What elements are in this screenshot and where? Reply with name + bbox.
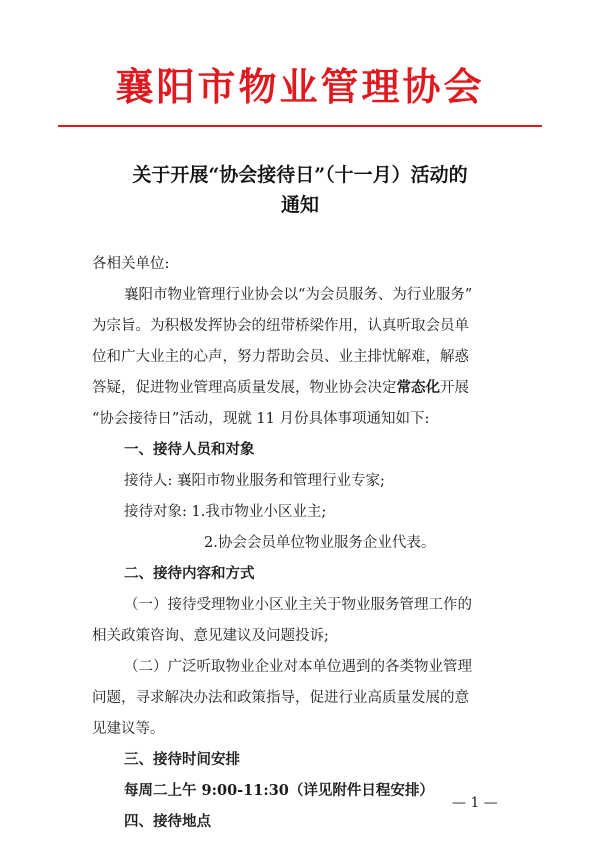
section-2-item-1-line-1: （一）接待受理物业小区业主关于物业服务管理工作的 (124, 597, 472, 613)
section-3-heading: 三、接待时间安排 (124, 752, 240, 768)
section-2-item-2-line-2: 问题，寻求解决办法和政策指导，促进行业高质量发展的意 (92, 690, 469, 706)
salutation: 各相关单位: (92, 256, 170, 272)
title-line-2: 通知 (280, 194, 319, 216)
title-line-1: 关于开展“协会接待日”（十一月）活动的 (132, 164, 468, 186)
intro-line-3: 位和广大业主的心声，努力帮助会员、业主排忧解难，解惑 (92, 349, 469, 365)
intro-line-4-pre: 答疑，促进物业管理高质量发展，物业协会决定 (92, 380, 397, 396)
schedule-line: 每周二上午 9:00-11:30（详见附件日程安排） (124, 782, 434, 799)
document-title (60, 160, 540, 220)
section-1-heading: 一、接待人员和对象 (124, 442, 255, 458)
intro-line-4-post: 开展 (440, 380, 469, 396)
intro-emphasis: 常态化 (396, 379, 440, 396)
intro-line-5: “协会接待日”活动，现就 11 月份具体事项通知如下: (92, 411, 430, 427)
targets-line-2: 2.协会会员单位物业服务企业代表。 (204, 535, 436, 551)
intro-line-2: 为宗旨。为积极发挥协会的纽带桥梁作用，认真听取会员单 (92, 318, 469, 334)
page-number: — 1 — (452, 795, 498, 811)
intro-line-1: 襄阳市物业管理行业协会以“为会员服务、为行业服务” (124, 287, 473, 303)
section-2-item-1-line-2: 相关政策咨询、意见建议及问题投诉; (92, 628, 329, 644)
masthead-org-name: 襄阳市物业管理协会 (115, 64, 485, 109)
intro-line-4 (92, 376, 469, 400)
targets-line-1: 接待对象: 1.我市物业小区业主; (124, 504, 327, 520)
section-2-heading: 二、接待内容和方式 (124, 566, 255, 582)
section-2-item-2-line-1: （二）广泛听取物业企业对本单位遇到的各类物业管理 (124, 659, 472, 675)
section-2-item-2-line-3: 见建议等。 (92, 721, 165, 737)
masthead-red-rule (58, 125, 542, 127)
receiver-line: 接待人: 襄阳市物业服务和管理行业专家; (124, 473, 385, 489)
section-4-heading: 四、接待地点 (124, 814, 211, 830)
